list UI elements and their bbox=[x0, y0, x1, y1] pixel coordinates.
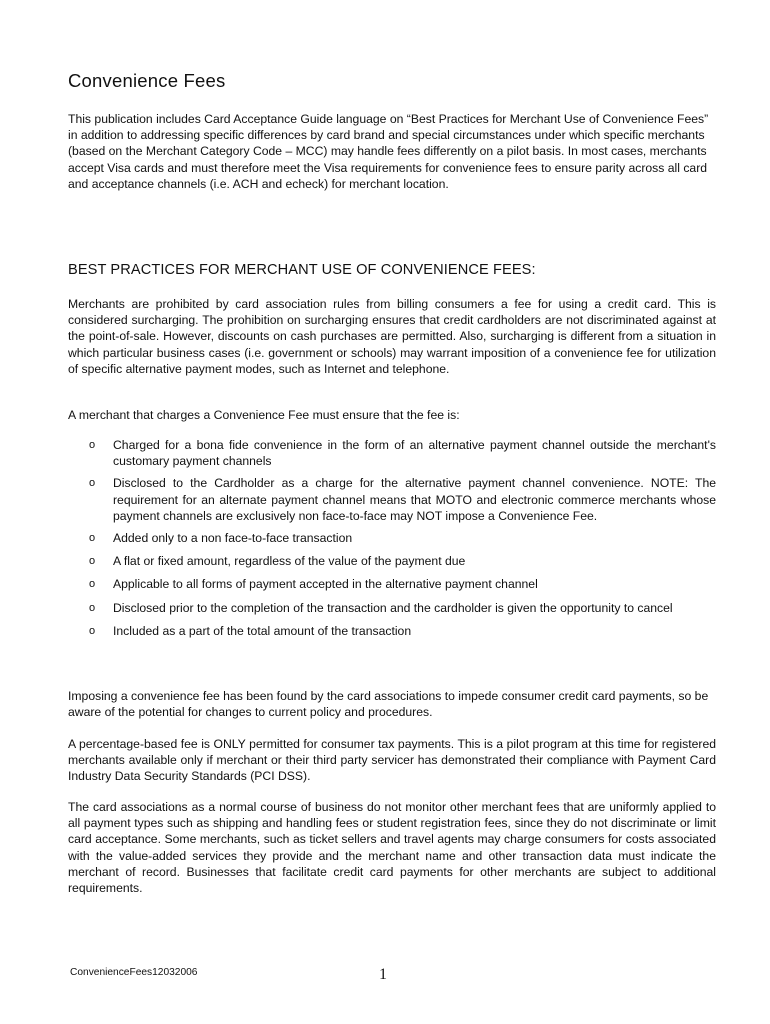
surcharging-paragraph: Merchants are prohibited by card association rules from billing consumers a fee for using a credit card. This is considered surcharging. The prohibition on surcharging ensures that credit cardholders are not discriminated against at the point-of-sale. However, discounts on cash purchases are permitted. Also, surcharging is different from a situation in which particular business cases (i.e. government or schools) may warrant imposition of a convenience fee for utilization of specific alternative payment modes, such as Internet and telephone. bbox=[68, 297, 716, 376]
requirements-list bbox=[68, 437, 716, 639]
list-item bbox=[68, 475, 716, 524]
list-intro: A merchant that charges a Convenience Fee must ensure that the fee is: bbox=[68, 408, 460, 422]
other-fees-paragraph: The card associations as a normal course of business do not monitor other merchant fees that are uniformly applied to all payment types such as shipping and handling fees or student registration fees, since they do not discriminate or limit card acceptance. Some merchants, such as ticket sellers and travel agents may charge consumers for costs associated with the value-added services they provide and the merchant name and other transaction data must indicate the merchant of record. Businesses that facilitate credit card payments for other merchants are subject to additional requirements. bbox=[68, 800, 716, 896]
section-heading: BEST PRACTICES FOR MERCHANT USE OF CONVENIENCE FEES: bbox=[68, 262, 536, 278]
list-item bbox=[68, 600, 716, 616]
list-item-text: Disclosed to the Cardholder as a charge for the alternative payment channel convenience. NOTE: The requirement for an alternate payment channel means that MOTO and electronic commerce merchants whose payment channels are exclusively non face-to-face may NOT impose a Convenience Fee. bbox=[113, 476, 716, 523]
bullet-marker: o bbox=[89, 555, 96, 568]
bullet-marker: o bbox=[89, 477, 96, 490]
list-item bbox=[68, 530, 716, 546]
intro-paragraph: This publication includes Card Acceptance Guide language on “Best Practices for Merchant Use of Convenience Fees” in addition to addressing specific differences by card brand and special circumstances under which specific merchants (based on the Merchant Category Code – MCC) may handle fees differently on a pilot basis. In most cases, merchants accept Visa cards and must therefore meet the Visa requirements for convenience fees to ensure parity across all card and acceptance channels (i.e. ACH and echeck) for merchant location. bbox=[68, 112, 709, 191]
list-item bbox=[68, 576, 716, 592]
list-item-text: Charged for a bona fide convenience in the form of an alternative payment channel outside the merchant's customary payment channels bbox=[113, 438, 716, 469]
percentage-fee-paragraph: A percentage-based fee is ONLY permitted for consumer tax payments. This is a pilot program at this time for registered merchants available only if merchant or their third party servicer has demonstrated their compliance with Payment Card Industry Data Security Standards (PCI DSS). bbox=[68, 737, 716, 784]
list-item bbox=[68, 437, 716, 469]
list-item-text: A flat or fixed amount, regardless of the value of the payment due bbox=[113, 554, 466, 569]
bullet-marker: o bbox=[89, 578, 96, 591]
footer-document-code: ConvenienceFees12032006 bbox=[70, 967, 198, 978]
list-item-text: Applicable to all forms of payment accepted in the alternative payment channel bbox=[113, 577, 538, 592]
bullet-marker: o bbox=[89, 532, 96, 545]
bullet-marker: o bbox=[89, 601, 96, 614]
bullet-marker: o bbox=[89, 624, 96, 637]
list-item bbox=[68, 623, 716, 639]
list-item-text: Included as a part of the total amount of the transaction bbox=[113, 623, 412, 638]
impede-paragraph: Imposing a convenience fee has been found by the card associations to impede consumer credit card payments, so be aware of the potential for changes to current policy and procedures. bbox=[68, 689, 709, 720]
list-item-text: Disclosed prior to the completion of the transaction and the cardholder is given the opportunity to cancel bbox=[113, 600, 673, 615]
page-number: 1 bbox=[379, 966, 387, 983]
bullet-marker: o bbox=[89, 439, 96, 451]
document-title: Convenience Fees bbox=[68, 70, 226, 91]
list-item-text: Added only to a non face-to-face transaction bbox=[113, 531, 353, 546]
list-item bbox=[68, 553, 716, 569]
